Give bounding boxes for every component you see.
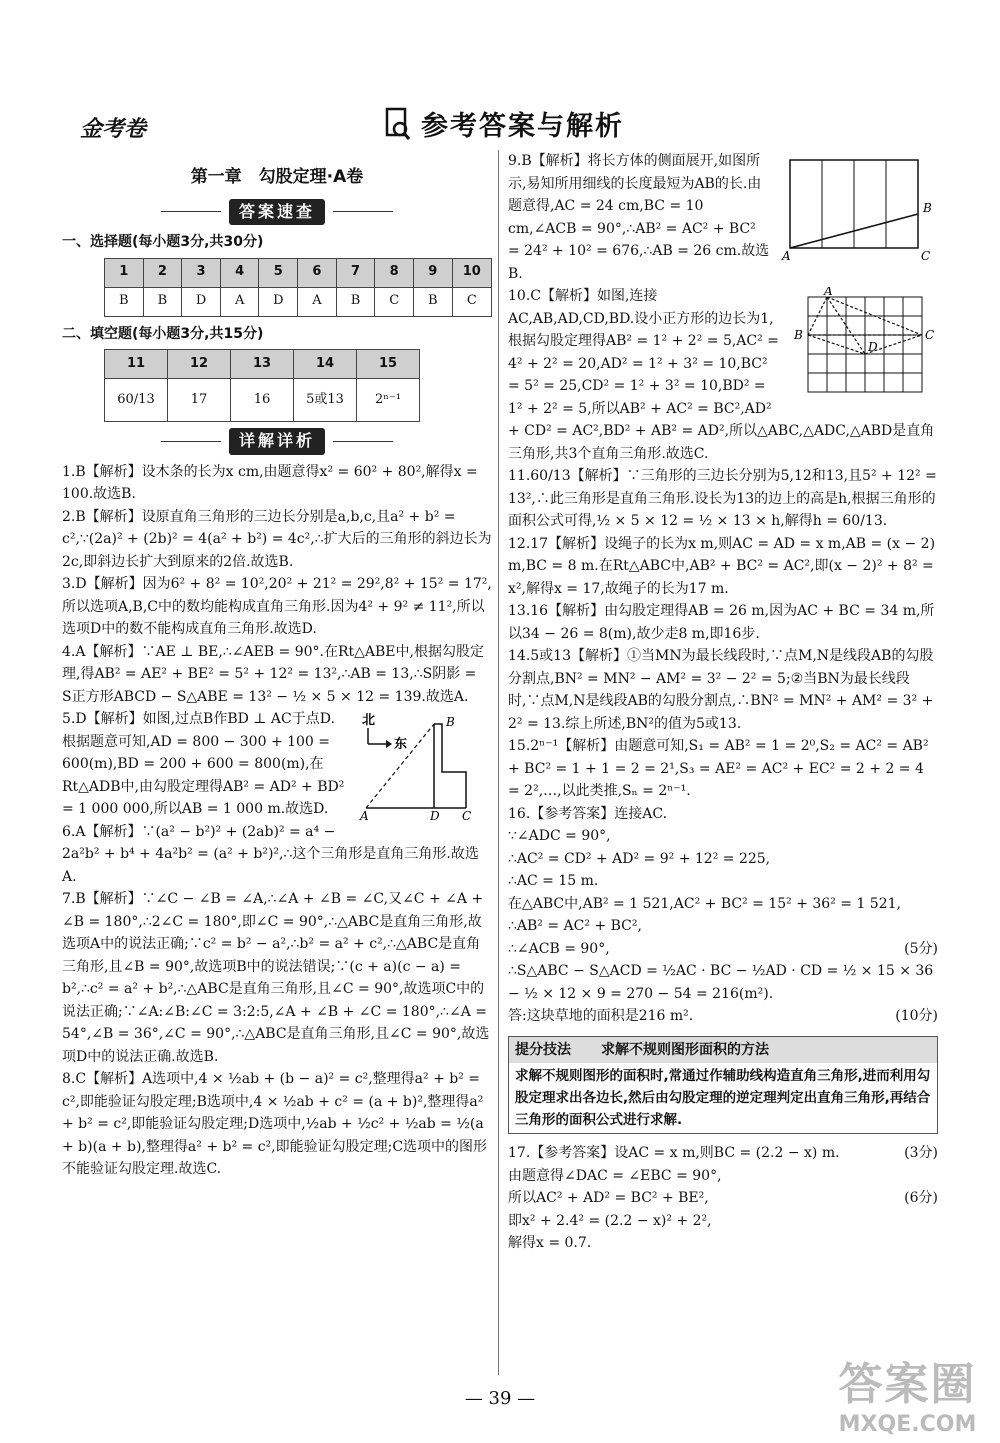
answer-16-line: 16.【参考答案】连接AC. [508, 805, 668, 822]
answer-7: 7.B【解析】∵∠C − ∠B = ∠A,∴∠A + ∠B = ∠C,又∠C + ∠A + ∠B = 180°,∴2∠C = 180°,即∠C = 90°,∴△ABC是直角三角形,故选项A中的说法正确;∵c² = b² − a²,∴b² = a² + c²,∴△ABC是直角三角形,且∠B = 90°,故选项B中的说法错误;∵(c + a)(c − a) = b²,∴c² = a² + b²,∴△ABC是直角三角形,且∠C = 90°,故选项C中的说法正确;∵∠A:∠B:∠C = 3:2:5,∠A + ∠B + ∠C = 180°,∴∠A = 54°,∠B = 36°,∠C = 90°,∴△ABC是直角三角形,且∠C = 90°,故选项D中的说法正确.故选B. [62, 891, 490, 1065]
figure-10 [788, 287, 938, 413]
table-cell: 11 [105, 350, 168, 379]
column-divider [498, 150, 499, 1375]
choice-answer-table [104, 258, 492, 317]
table-cell: 2 [143, 258, 182, 287]
score-points: (3分) [904, 1145, 938, 1161]
table-cell: 9 [414, 258, 453, 287]
answer-8: 8.C【解析】A选项中,4 × ½ab + (b − a)² = c²,整理得a² + b² = c²,即能验证勾股定理;B选项中,4 × ½ab + c² = (a + b)²,整理得a² + b² = c²,即能验证勾股定理;D选项中,½ab + ½c² + ½ab = ½(a + b)(a + b),整理得a² + b² = c²,即能验证勾股定理;C选项中的图形不能验证勾股定理.故选C. [62, 1071, 488, 1177]
answer-14: 14.5或13【解析】①当MN为最长线段时,∵点M,N是线段AB的勾股分割点,BN² = MN² − AM² = 3² − 2² = 5;②当BN为最长线段时,∵点M,N是线段AB的勾股分割点,∴BN² = MN² + AM² = 3² + 2² = 13.综上所述,BN²的值为5或13. [508, 648, 934, 732]
answer-17-line [508, 1187, 938, 1210]
fig10-label-A: A [824, 287, 833, 298]
table-cell: D [259, 287, 298, 316]
fig10-label-C: C [925, 328, 935, 342]
answer-15: 15.2ⁿ⁻¹【解析】由题意可知,S₁ = AB² = 1 = 2⁰,S₂ = AC² = AB² + BC² = 1 + 1 = 2 = 2¹,S₃ = AE² = AC² + EC² = 2 + 2 = 4 = 2²,…,以此类推,Sₙ = 2ⁿ⁻¹. [508, 738, 929, 799]
answer-16-line: ∴S△ABC − S△ACD = ½AC · BC − ½AD · CD = ½ × 15 × 36 − ½ × 12 × 9 = 270 − 54 = 216(m²). [508, 963, 934, 1002]
answer-16-step: 答:这块草地的面积是216 m². [508, 1008, 694, 1024]
answer-16-step: ∴∠ACB = 90°, [508, 940, 610, 957]
table-cell: 4 [220, 258, 259, 287]
answer-1: 1.B【解析】设木条的长为x cm,由题意得x² = 60² + 80²,解得x = 100.故选B. [62, 463, 478, 502]
fig9-label-A: A [782, 249, 791, 262]
brand-logo: 金考卷 [80, 116, 147, 142]
answer-9: 9.B【解析】将长方体的侧面展开,如图所示,易知所用细线的长度最短为AB的长.由题意得,AC = 24 cm,BC = 10 cm,∠ACB = 90°,∴AB² = AC² + BC² = 24² + 10² = 676,∴AB = 26 cm.故选B. [508, 153, 770, 282]
table-cell: A [220, 287, 259, 316]
table-cell: 60/13 [105, 379, 168, 422]
figure-9 [778, 152, 938, 270]
answer-2: 2.B【解析】设原直角三角形的三边长分别是a,b,c,且a² + b² = c²,∵(2a)² + (2b)² = 4(a² + b²) = 4c²,∴扩大后的三角形的斜边长为2c,即斜边长扩大到原来的2倍.故选B. [62, 508, 492, 570]
watermark-url: MXQE.COM [838, 1412, 977, 1437]
band-quick-label: 答案速查 [229, 199, 325, 226]
table-cell: 15 [357, 350, 420, 379]
answer-16-line: ∴AC² = CD² + AD² = 9² + 12² = 225, [508, 850, 771, 867]
table-cell: 17 [168, 379, 231, 422]
fig5-label-east: 东 [394, 737, 408, 752]
table-cell: 12 [168, 350, 231, 379]
table-cell: 1 [105, 258, 144, 287]
section-fill-title: 二、填空题(每小题3分,共15分) [62, 325, 264, 342]
answer-4-formula: S正方形ABCD − S△ABE = 13² − ½ × 5 × 12 = 139.故选A. [62, 688, 469, 705]
band-detail-label: 详解详析 [229, 428, 325, 455]
fill-answer-table [104, 349, 420, 422]
right-column [508, 150, 938, 1255]
figure-5-diagram [354, 712, 484, 822]
watermark-main: 答案圈 [838, 1359, 977, 1410]
table-cell: 6 [298, 258, 337, 287]
band-quick [62, 199, 492, 226]
score-points: (5分) [904, 940, 938, 957]
table-cell: D [182, 287, 221, 316]
answer-17-line [508, 1142, 938, 1165]
table-cell: B [336, 287, 375, 316]
fig5-label-D: D [430, 809, 440, 822]
table-cell: B [105, 287, 144, 316]
answer-16-line [508, 938, 938, 961]
table-cell: 16 [231, 379, 294, 422]
table-cell: 2ⁿ⁻¹ [357, 379, 420, 422]
band-detail [62, 428, 492, 455]
answer-3: 3.D【解析】因为6² + 8² = 10²,20² + 21² = 29²,8² + 15² = 17²,所以选项A,B,C中的数均能构成直角三角形.因为4² + 9² ≠ 11²,所以选项D中的数不能构成直角三角形.故选D. [62, 576, 492, 637]
table-cell: 5或13 [294, 379, 357, 422]
tip-label: 提分技法 [515, 1041, 571, 1058]
answer-10: 10.C【解析】如图,连接AC,AB,AD,CD,BD.设小正方形的边长为1,根据勾股定理得AB² = 1² + 2² = 5,AC² = 4² + 2² = 20,AD² = 1² + 3² = 10,BC² = 5² = 25,CD² = 1² + 3² = 10,BD² = 1² + 2² = 5,所以AB² + AC² = BC²,AD² + CD² = AC²,BD² + AB² = AD²,所以△ABC,△ADC,△ABD是直角三角形,共3个直角三角形.故选C. [508, 288, 935, 462]
fig5-label-B: B [446, 715, 455, 729]
answer-17-line: 解得x = 0.7. [508, 1235, 592, 1251]
answer-17-line: 由题意得∠DAC = ∠EBC = 90°, [508, 1167, 722, 1184]
left-column [62, 160, 492, 1181]
answer-17-step: 所以AC² + AD² = BC² + BE², [508, 1190, 709, 1206]
fig10-label-D: D [868, 340, 878, 354]
answer-17-step: 17.【参考答案】设AC = x m,则BC = (2.2 − x) m. [508, 1145, 840, 1161]
watermark [825, 1348, 990, 1437]
fig5-label-north: 北 [362, 713, 376, 728]
answer-12: 12.17【解析】设绳子的长为x m,则AC = AD = x m,AB = (x − 2) m,BC = 8 m.在Rt△ABC中,AB² + BC² = AC²,即(x − 2)² + 8² = x²,解得x = 17,故绳子的长为17 m. [508, 535, 936, 597]
table-cell: 10 [452, 258, 491, 287]
score-points: (6分) [904, 1190, 938, 1206]
magnifier-doc-icon [385, 107, 411, 141]
table-cell: C [452, 287, 491, 316]
score-points: (10分) [895, 1008, 938, 1024]
section-choice-title: 一、选择题(每小题3分,共30分) [62, 234, 264, 250]
answer-16-line: ∴AC = 15 m. [508, 873, 599, 889]
answer-16-line: 在△ABC中,AB² = 1 521,AC² + BC² = 15² + 36² = 1 521, [508, 895, 901, 912]
page-number: — 39 — [464, 1388, 536, 1409]
answer-16-line: ∵∠ADC = 90°, [508, 828, 611, 844]
chapter-title: 第一章 勾股定理·A卷 [190, 167, 364, 187]
answer-4: 4.A【解析】∵AE ⊥ BE,∴∠AEB = 90°.在Rt△ABE中,根据勾股定理,得AB² = AE² + BE² = 5² + 12² = 13²,∴AB = 13,∴S阴影 = [62, 643, 484, 682]
fig5-label-A: A [360, 809, 369, 822]
header-title: 参考答案与解析 [421, 111, 624, 142]
answer-13: 13.16【解析】由勾股定理得AB = 26 m,因为AC + BC = 34 m,所以34 − 26 = 8(m),故少走8 m,即16步. [508, 603, 935, 642]
table-cell: 13 [231, 350, 294, 379]
answer-16-line [508, 1005, 938, 1028]
answer-11: 11.60/13【解析】∵三角形的三边长分别为5,12和13,且5² + 12² = 13²,∴此三角形是直角三角形.设长为13的边上的高是h,根据三角形的面积公式可得,½ × 5 × 12 = ½ × 13 × h,解得h = 60/13. [508, 468, 937, 529]
table-cell: 5 [259, 258, 298, 287]
tip-header [509, 1037, 937, 1064]
answer-17-line: 即x² + 2.4² = (2.2 − x)² + 2², [508, 1212, 712, 1229]
figure-9-diagram [778, 152, 938, 262]
table-cell: 3 [182, 258, 221, 287]
fig5-label-C: C [462, 809, 472, 822]
tip-title: 求解不规则图形面积的方法 [601, 1041, 769, 1058]
answer-6: 6.A【解析】∵(a² − b²)² + (2ab)² = a⁴ − 2a²b² + b⁴ + 4a²b² = (a² + b²)²,∴这个三角形是直角三角形.故选A. [62, 823, 479, 885]
figure-10-diagram [788, 287, 938, 405]
fig10-label-B: B [794, 328, 803, 342]
table-cell: 8 [375, 258, 414, 287]
table-cell: 7 [336, 258, 375, 287]
page-header [385, 104, 624, 143]
fig9-label-C: C [921, 249, 931, 262]
tip-body: 求解不规则图形的面积时,常通过作辅助线构造直角三角形,进而利用勾股定理求出各边长,然后由勾股定理的逆定理判定出直角三角形,再结合三角形的面积公式进行求解. [515, 1068, 931, 1128]
table-cell: A [298, 287, 337, 316]
tip-box [508, 1036, 938, 1135]
table-cell: B [414, 287, 453, 316]
table-cell: B [143, 287, 182, 316]
fig9-label-B: B [923, 201, 932, 215]
answer-5: 5.D【解析】如图,过点B作BD ⊥ AC于点D.根据题意可知,AD = 800 − 300 + 100 = 600(m),BD = 200 + 600 = 800(m),在Rt△ADB中,由勾股定理得AB² = AD² + BD² = 1 000 000,所以AB = 1 000 m.故选D. [62, 711, 345, 817]
table-cell: 14 [294, 350, 357, 379]
table-cell: C [375, 287, 414, 316]
figure-5 [354, 712, 484, 830]
answer-16-line: ∴AB² = AC² + BC², [508, 918, 642, 934]
